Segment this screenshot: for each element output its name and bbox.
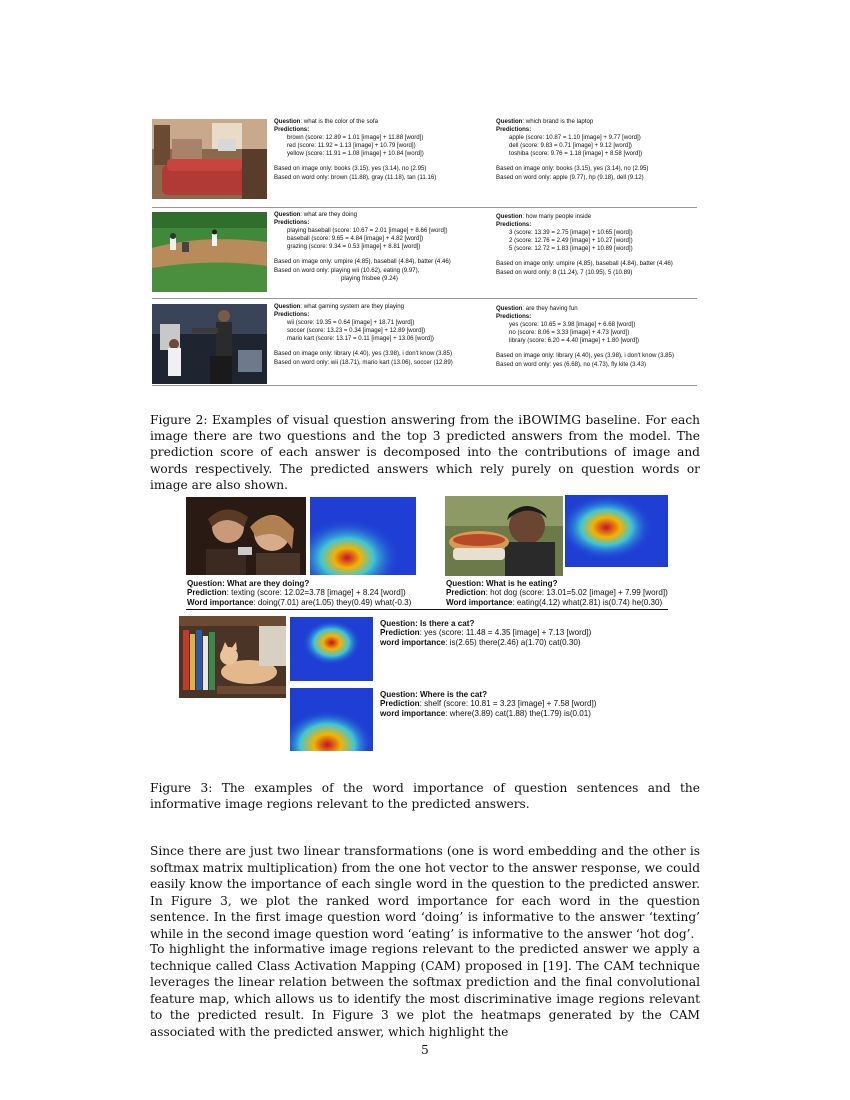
photo-baseball — [152, 212, 267, 292]
question-text: : how many people inside — [522, 213, 592, 220]
prediction-item: grazing (score: 9.34 = 0.53 [image] + 8.81 [word]) — [287, 243, 421, 251]
prediction-item: dell (score: 9.83 = 0.71 [image] + 9.12 [word]) — [509, 142, 632, 150]
vqa-right-block: Question: are they having fun Predictions: yes (score: 10.65 = 3.98 [image] + 6.68 [word]) no (score: 8.06 = 3.33 [image] + 4.73 [word]) library (score: 6.20 = 4.40 [image] + 1.80 [word]) Based on image only: library (4.40), yes (3.98), i don't know (3.85) Based on word only: yes (6.68), no (4.73), fly kite (3.43) — [496, 305, 721, 369]
prediction-item: wii (score: 19.35 = 0.64 [image] + 18.71 [word]) — [287, 319, 415, 327]
caption-block-3 — [380, 619, 591, 647]
heatmap-hot-dog — [565, 495, 668, 567]
prediction-item: 3 (score: 13.39 = 2.75 [image] + 10.65 [word]) — [509, 229, 633, 237]
predictions-label: Predictions — [496, 313, 530, 321]
word-importance-text: : doing(7.01) are(1.05) they(0.49) what(-0.3) — [253, 597, 412, 607]
vqa-row-1 — [152, 118, 697, 206]
prediction-item: toshiba (score: 9.76 = 1.18 [image] + 8.58 [word]) — [509, 150, 643, 158]
predictions-label: Predictions — [496, 126, 530, 134]
vqa-right-block: Question: which brand is the laptop Predictions: apple (score: 10.87 = 1.10 [image] + 9.77 [word]) dell (score: 9.83 = 0.71 [image] + 9.12 [word]) toshiba (score: 9.76 = 1.18 [image] + 8.58 [word]) Based on image only: books (3.15), yes (3.14), no (2.95) Based on word only: apple (9.77), hp (9.18), dell (9.12) — [496, 118, 721, 182]
word-only-answers: Based on word only: wii (18.71), mario kart (13.06), soccer (12.89) — [274, 358, 453, 366]
prediction-label: Prediction — [380, 699, 420, 709]
prediction-label: Prediction — [380, 628, 420, 638]
question-text: Question: What is he eating? — [446, 579, 558, 588]
question-text: Question: What are they doing? — [187, 579, 310, 588]
row-divider — [152, 385, 697, 386]
predictions-label: Predictions — [274, 126, 308, 134]
prediction-text: : hot dog (score: 13.01=5.02 [image] + 7.99 [word]) — [485, 588, 668, 598]
heatmap-where-is-cat — [290, 688, 373, 751]
question-label: Question — [496, 305, 523, 312]
image-only-answers: Based on image only: umpire (4.85), baseball (4.84), batter (4.46) — [274, 258, 451, 266]
image-only-answers: Based on image only: library (4.40), yes (3.98), i don't know (3.85) — [496, 352, 674, 360]
prediction-item: yellow (score: 11.91 = 1.08 [image] + 10.84 [word]) — [287, 150, 424, 158]
row-divider — [152, 298, 697, 299]
prediction-item: yes (score: 10.65 = 3.98 [image] + 6.68 [word]) — [509, 321, 636, 329]
word-importance-text: : where(3.89) cat(1.88) the(1.79) is(0.01) — [445, 708, 591, 718]
image-only-answers: Based on image only: books (3.15), yes (3.14), no (2.95) — [274, 165, 427, 173]
word-importance-text: : eating(4.12) what(2.81) is(0.74) he(0.30) — [512, 597, 663, 607]
photo-hot-dog — [445, 496, 563, 576]
word-only-answers: Based on word only: playing wii (10.62), eating (9.97), — [274, 266, 420, 274]
photo-texting — [186, 497, 306, 575]
prediction-item: brown (score: 12.89 = 1.01 [image] + 11.88 [word]) — [287, 134, 424, 142]
heatmap-is-there-cat — [290, 617, 373, 681]
vqa-row-2 — [152, 211, 697, 299]
photo-cat-shelf — [179, 616, 286, 698]
figure-3-caption: Figure 3: The examples of the word importance of question sentences and the informative image regions relevant to the predicted answers. — [150, 781, 700, 812]
image-only-answers: Based on image only: books (3.15), yes (3.14), no (2.95) — [496, 165, 649, 173]
question-label: Question — [496, 118, 523, 125]
word-only-answers: Based on word only: apple (9.77), hp (9.18), dell (9.12) — [496, 173, 644, 181]
row-divider — [152, 207, 697, 208]
word-importance-label: word importance — [380, 708, 446, 718]
prediction-item: 2 (score: 12.76 = 2.49 [image] + 10.27 [word]) — [509, 237, 633, 245]
question-label: Question — [496, 213, 523, 220]
word-importance-text: : is(2.65) there(2.46) a(1.70) cat(0.30) — [445, 637, 581, 647]
word-only-answers: Based on word only: brown (11.88), gray (11.18), tan (11.16) — [274, 173, 437, 181]
prediction-label: Prediction — [446, 588, 486, 598]
question-text: : which brand is the laptop — [522, 118, 594, 125]
question-text: Question: Where is the cat? — [380, 690, 488, 699]
prediction-item: 5 (score: 12.72 = 1.83 [image] + 10.89 [word]) — [509, 245, 633, 253]
question-label: Question — [274, 211, 301, 218]
image-only-answers: Based on image only: library (4.40), yes (3.98), i don't know (3.85) — [274, 350, 452, 358]
body-paragraph-2: To highlight the informative image regions relevant to the predicted answer we apply a technique called Class Activation Mapping (CAM) proposed in [19]. The CAM technique leverages the linear relation between the softmax prediction and the final convolutional feature map, which allows us to identify the most discriminative image regions relevant to the predicted result. In Figure 3 we plot the heatmaps generated by the CAM associated with the predicted answer, which highlight the — [150, 942, 700, 1039]
question-text: Question: Is there a cat? — [380, 619, 475, 628]
predictions-label: Predictions — [274, 311, 308, 319]
image-only-answers: Based on image only: umpire (4.85), baseball (4.84), batter (4.46) — [496, 260, 673, 268]
vqa-left-block: Question: what is the color of the sofa Predictions: brown (score: 12.89 = 1.01 [image] + 11.88 [word]) red (score: 11.92 = 1.13 [image] + 10.79 [word]) yellow (score: 11.91 = 1.08 [image] + 10.84 [word]) Based on image only: books (3.15), yes (3.14), no (2.95) Based on word only: brown (11.88), gray (11.18), tan (11.16) — [274, 118, 499, 182]
prediction-item: mario kart (score: 13.17 = 0.11 [image] + 13.06 [word]) — [287, 335, 434, 343]
question-label: Question — [274, 303, 301, 310]
prediction-text: : shelf (score: 10.81 = 3.23 [image] + 7.58 [word]) — [419, 699, 597, 709]
question-text: : what is the color of the sofa — [300, 118, 378, 125]
prediction-item: no (score: 8.06 = 3.33 [image] + 4.73 [word]) — [509, 329, 630, 337]
figure-3-divider — [186, 609, 668, 610]
prediction-item: apple (score: 10.87 = 1.10 [image] + 9.77 [word]) — [509, 134, 641, 142]
word-importance-label: Word importance — [446, 597, 513, 607]
photo-living-room — [152, 119, 267, 199]
vqa-left-block: Question: what are they doing Predictions: playing baseball (score: 10.67 = 2.01 [image] + 8.66 [word]) baseball (score: 9.65 = 4.84 [image] + 4.82 [word]) grazing (score: 9.34 = 0.53 [image] + 8.81 [word]) Based on image only: umpire (4.85), baseball (4.84), batter (4.46) Based on word only: playing wii (10.62), eating (9.97), playing frisbee (9.24) — [274, 211, 499, 283]
photo-gaming — [152, 304, 267, 384]
caption-block-2 — [446, 579, 668, 607]
predictions-label: Predictions — [274, 219, 308, 227]
heatmap-texting — [310, 497, 416, 575]
prediction-item: red (score: 11.92 = 1.13 [image] + 10.79 [word]) — [287, 142, 416, 150]
body-paragraph-1: Since there are just two linear transformations (one is word embedding and the other is softmax matrix multiplication) from the one hot vector to the answer response, we could easily know the importance of each single word in the question to the predicted answer. In Figure 3, we plot the ranked word importance for each word in the question sentence. In the first image question word ‘doing’ is informative to the answer ‘texting’ while in the second image question word ‘eating’ is informative to the answer ‘hot dog’. — [150, 844, 700, 941]
prediction-item: soccer (score: 13.23 = 0.34 [image] + 12.89 [word]) — [287, 327, 426, 335]
word-only-answers: Based on word only: 8 (11.24), 7 (10.95), 5 (10.89) — [496, 268, 633, 276]
page-number: 5 — [421, 1043, 429, 1057]
caption-block-1 — [187, 579, 411, 607]
word-only-answers: Based on word only: yes (6.68), no (4.73), fly kite (3.43) — [496, 360, 647, 368]
prediction-item: baseball (score: 9.65 = 4.84 [image] + 4.82 [word]) — [287, 235, 424, 243]
word-importance-label: Word importance — [187, 597, 254, 607]
question-text: : what gaming system are they playing — [300, 303, 405, 310]
prediction-text: : yes (score: 11.48 = 4.35 [image] + 7.13 [word]) — [419, 628, 592, 638]
prediction-item: library (score: 6.20 = 4.40 [image] + 1.80 [word]) — [509, 337, 640, 345]
word-only-answers-cont: playing frisbee (9.24) — [341, 274, 398, 282]
question-label: Question — [274, 118, 301, 125]
figure-2-caption: Figure 2: Examples of visual question answering from the iBOWIMG baseline. For each image there are two questions and the top 3 predicted answers from the model. The prediction score of each answer is decomposed into the contributions of image and words respectively. The predicted answers which rely purely on question words or image are also shown. — [150, 413, 700, 492]
predictions-label: Predictions — [496, 221, 530, 229]
prediction-text: : texting (score: 12.02=3.78 [image] + 8.24 [word]) — [226, 588, 406, 598]
question-text: : what are they doing — [300, 211, 357, 218]
caption-block-4 — [380, 690, 596, 718]
question-text: : are they having fun — [522, 305, 578, 312]
word-importance-label: word importance — [380, 637, 446, 647]
vqa-left-block: Question: what gaming system are they playing Predictions: wii (score: 19.35 = 0.64 [image] + 18.71 [word]) soccer (score: 13.23 = 0.34 [image] + 12.89 [word]) mario kart (score: 13.17 = 0.11 [image] + 13.06 [word]) Based on image only: library (4.40), yes (3.98), i don't know (3.85) Based on word only: wii (18.71), mario kart (13.06), soccer (12.89) — [274, 303, 499, 367]
vqa-right-block: Question: how many people inside Predictions: 3 (score: 13.39 = 2.75 [image] + 10.65 [word]) 2 (score: 12.76 = 2.49 [image] + 10.27 [word]) 5 (score: 12.72 = 1.83 [image] + 10.89 [word]) Based on image only: umpire (4.85), baseball (4.84), batter (4.46) Based on word only: 8 (11.24), 7 (10.95), 5 (10.89) — [496, 213, 721, 277]
prediction-item: playing baseball (score: 10.67 = 2.01 [image] + 8.66 [word]) — [287, 227, 448, 235]
vqa-row-3 — [152, 303, 697, 385]
prediction-label: Prediction — [187, 588, 227, 598]
